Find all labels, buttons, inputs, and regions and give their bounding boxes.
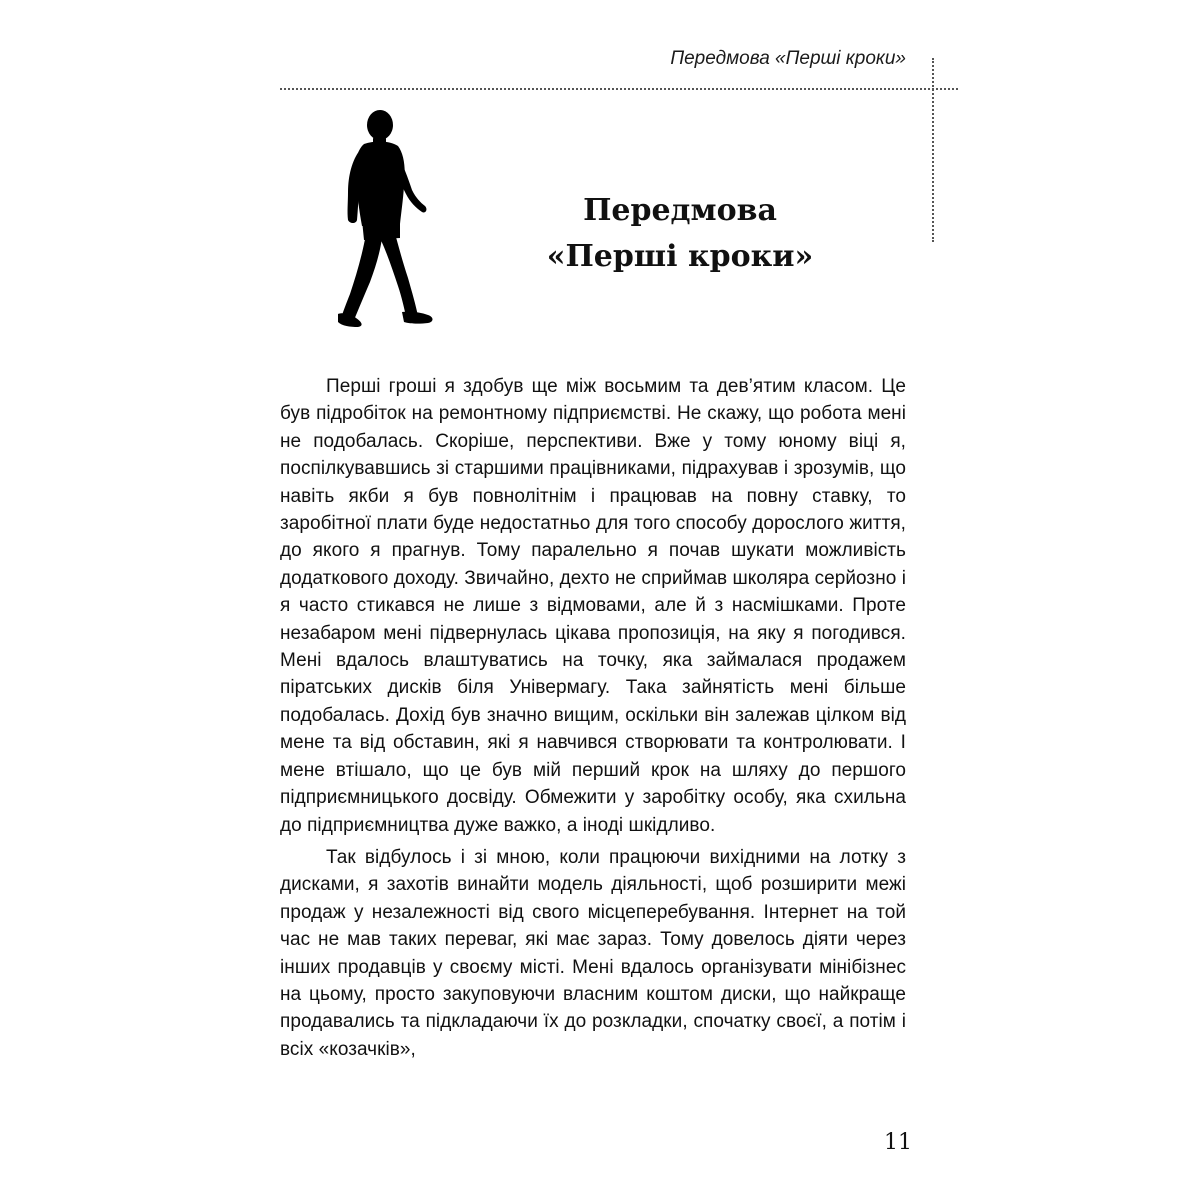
paragraph: Перші гроші я здобув ще між восьмим та дев’ятим класом. Це був підробіток на ремонтному підприємстві. Не скажу, що робота мені не подобалась. Скоріше, перспективи. Вже у тому юному віці я, поспілкувавшись зі старшими працівниками, підрахував і зрозумів, що навіть якби я був повнолітнім і працював на повну ставку, то заробітної плати буде недостатньо для того способу дорослого життя, до якого я прагнув. Тому паралельно я почав шукати можливість додаткового доходу. Звичайно, дехто не сприймав школяра серйозно і я часто стикався не лише з відмовами, але й з насмішками. Проте незабаром мені підвернулась цікава пропозиція, на яку я погодився. Мені вдалось влаштуватись на точку, яка займалася продажем піратських дисків біля Універмагу. Така зайнятість мені більше подобалась. Дохід був значно вищим, оскільки він залежав цілком від мене та від обставин, які я навчився створювати та контролювати. І мене втішало, що це був мій перший крок на шляху до першого підприємницького досвіду. Обмежити у заробітку особу, яка схильна до підприємництва дуже важко, а іноді шкідливо. — [280, 376, 906, 836]
body-text — [280, 373, 906, 1063]
chapter-title — [520, 188, 840, 280]
margin-dotted-rule — [932, 58, 934, 242]
header-dotted-rule — [280, 88, 958, 90]
page-number: 11 — [884, 1130, 912, 1155]
paragraph: Так відбулось і зі мною, коли працюючи вихідними на лотку з дисками, я захотів винайти модель діяльності, щоб розширити межі продаж у незалежності від свого місцеперебування. Інтернет на той час не мав таких переваг, які має зараз. Тому довелось діяти через інших продавців у своєму місті. Мені вдалось організувати мінібізнес на цьому, просто закуповуючи власним коштом диски, що найкраще продавались та підкладаючи їх до розкладки, спочатку своєї, а потім і всіх «козачків», — [280, 846, 906, 1060]
chapter-title-line-2: «Перші кроки» — [546, 239, 814, 274]
chapter-title-line-1: Передмова — [583, 193, 777, 228]
running-header: Передмова «Перші кроки» — [670, 48, 906, 69]
walking-person-silhouette-icon — [326, 106, 446, 336]
